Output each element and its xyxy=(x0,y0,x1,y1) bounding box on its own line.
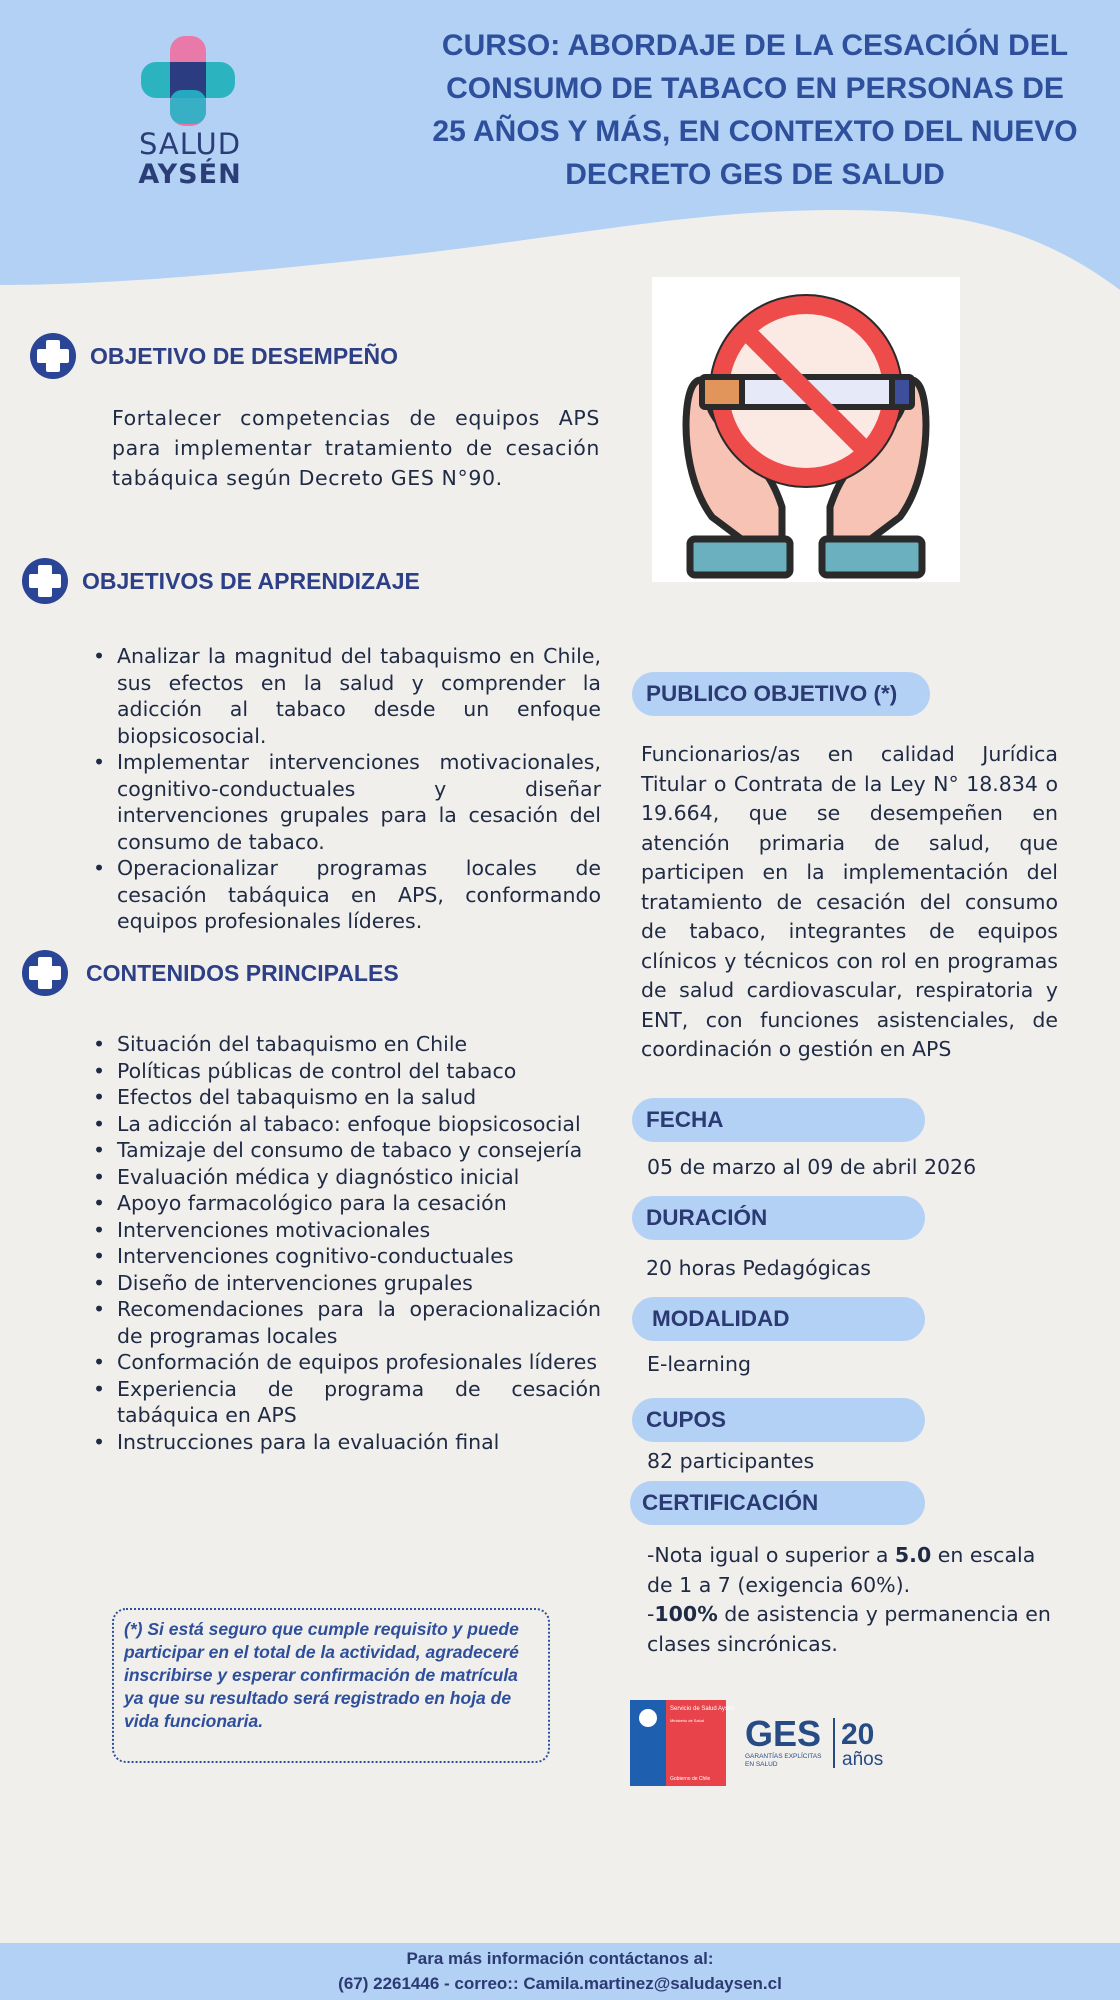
list-item: • Diseño de intervenciones grupales xyxy=(93,1270,601,1297)
section-title: OBJETIVO DE DESEMPEÑO xyxy=(90,342,399,369)
section-title: OBJETIVOS DE APRENDIZAJE xyxy=(82,567,420,594)
page-title: CURSO: ABORDAJE DE LA CESACIÓN DEL CONSUMO DE TABACO EN PERSONAS DE 25 AÑOS Y MÁS, EN CONTEXTO DEL NUEVO DECRETO GES DE SALUD xyxy=(432,29,1078,191)
list-item: • Experiencia de programa de cesación tabáquica en APS xyxy=(93,1376,601,1429)
ges-text: GES xyxy=(745,1713,822,1754)
ges-sub-text1: GARANTÍAS EXPLÍCITAS xyxy=(745,1753,822,1760)
footer-contact xyxy=(0,1943,1120,2000)
pill-modalidad: MODALIDAD xyxy=(632,1297,925,1341)
plus-icon xyxy=(22,558,68,604)
section-objetivos-aprendizaje xyxy=(22,558,420,604)
list-item: • Apoyo farmacológico para la cesación xyxy=(93,1190,601,1217)
ges-20-anos-logo xyxy=(745,1712,895,1772)
servicio-salud-aysen-logo xyxy=(630,1700,735,1786)
list-item: • Situación del tabaquismo en Chile xyxy=(93,1031,601,1058)
gob-text-servicio: Servicio de Salud Aysén xyxy=(670,1706,735,1712)
list-item: • Efectos del tabaquismo en la salud xyxy=(93,1084,601,1111)
pill-publico-objetivo: PUBLICO OBJETIVO (*) xyxy=(632,672,930,716)
plus-icon xyxy=(30,333,76,379)
section-objetivo-desempeno xyxy=(30,333,398,379)
modalidad-value: E-learning xyxy=(647,1352,751,1376)
pill-cupos: CUPOS xyxy=(632,1398,925,1442)
salud-aysen-logo xyxy=(135,32,245,197)
list-item: • Intervenciones cognitivo-conductuales xyxy=(93,1243,601,1270)
plus-icon xyxy=(22,950,68,996)
logo-text-salud: SALUD xyxy=(138,127,242,161)
publico-text: Funcionarios/as en calidad Jurídica Titular o Contrata de la Ley N° 18.834 o 19.664, que se desempeñen en atención primaria de salud, que participen en la implementación del tratamiento de cesación del consumo de tabaco, integrantes de equipos clínicos y técnicos con rol en programas de salud cardiovascular, respiratoria y ENT, con funciones asistenciales, de coordinación o gestión en APS xyxy=(641,742,1058,1061)
aprendizaje-list xyxy=(93,643,601,935)
contenidos-list xyxy=(93,1031,601,1455)
list-item: • Conformación de equipos profesionales líderes xyxy=(93,1349,601,1376)
section-title: CONTENIDOS PRINCIPALES xyxy=(86,959,399,986)
list-item: • La adicción al tabaco: enfoque biopsicosocial xyxy=(93,1111,601,1138)
logo-text-aysen: AYSÉN xyxy=(138,159,242,190)
list-item: • Tamizaje del consumo de tabaco y consejería xyxy=(93,1137,601,1164)
certificacion-text: -Nota igual o superior a 5.0 en escala de 1 a 7 (exigencia 60%). -100% de asistencia y permanencia en clases sincrónicas. xyxy=(647,1543,1051,1656)
ges-sub-text2: EN SALUD xyxy=(745,1761,778,1768)
list-item: • Evaluación médica y diagnóstico inicial xyxy=(93,1164,601,1191)
cross-logo-icon xyxy=(135,32,245,128)
ges-20-text: 20 xyxy=(841,1718,875,1751)
pill-fecha: FECHA xyxy=(632,1098,925,1142)
duracion-value: 20 horas Pedagógicas xyxy=(646,1256,871,1280)
gob-text-gobierno: Gobierno de Chile xyxy=(670,1776,711,1782)
list-item: • Operacionalizar programas locales de cesación tabáquica en APS, conformando equipos profesionales líderes. xyxy=(93,855,601,935)
list-item: • Instrucciones para la evaluación final xyxy=(93,1429,601,1456)
ges-anos-text: años xyxy=(842,1749,884,1770)
footer-line2: (67) 2261446 - correo:: Camila.martinez@saludaysen.cl xyxy=(338,1974,782,1993)
fecha-value: 05 de marzo al 09 de abril 2026 xyxy=(647,1155,977,1179)
list-item: • Intervenciones motivacionales xyxy=(93,1217,601,1244)
requirement-note: (*) Si está seguro que cumple requisito y puede participar en el total de la actividad, agradeceré inscribirse y esperar confirmación de matrícula ya que su resultado será registrado en hoja de vida funcionaria. xyxy=(112,1608,550,1763)
list-item: • Recomendaciones para la operacionalización de programas locales xyxy=(93,1296,601,1349)
list-item: • Analizar la magnitud del tabaquismo en Chile, sus efectos en la salud y comprender la adicción al tabaco desde un enfoque biopsicosocial. xyxy=(93,643,601,749)
list-item: • Implementar intervenciones motivacionales, cognitivo-conductuales y diseñar intervenciones grupales para la cesación del consumo de tabaco. xyxy=(93,749,601,855)
cupos-value: 82 participantes xyxy=(647,1449,815,1473)
pill-duracion: DURACIÓN xyxy=(632,1196,925,1240)
list-item: • Políticas públicas de control del tabaco xyxy=(93,1058,601,1085)
pill-certificacion: CERTIFICACIÓN xyxy=(630,1481,925,1525)
gob-text-ministerio: Ministerio de Salud xyxy=(670,1718,705,1723)
no-smoking-icon xyxy=(652,277,960,582)
objetivo-text: Fortalecer competencias de equipos APS para implementar tratamiento de cesación tabáquica según Decreto GES N°90. xyxy=(112,406,600,490)
footer-line1: Para más información contáctanos al: xyxy=(406,1949,714,1968)
section-contenidos xyxy=(22,950,399,996)
